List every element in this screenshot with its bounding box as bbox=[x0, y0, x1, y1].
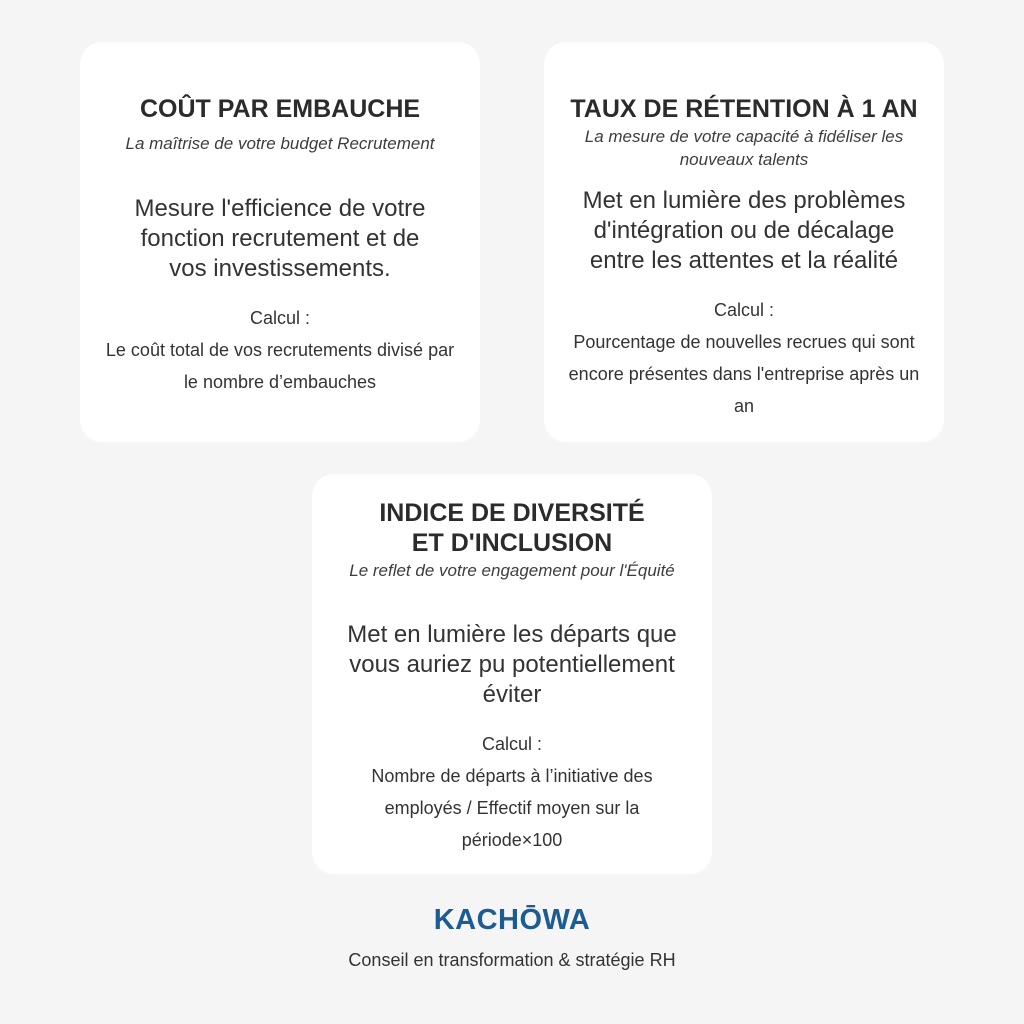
calc-label: Calcul : bbox=[249, 308, 311, 328]
card-title: INDICE DE DIVERSITÉ ET D'INCLUSION bbox=[379, 499, 645, 557]
card-description: Met en lumière des problèmes d'intégration ou de décalage entre les attentes et la réalité bbox=[582, 187, 906, 274]
card-description: Met en lumière les départs que vous auriez pu potentiellement éviter bbox=[347, 621, 677, 708]
kpi-card-diversity-index bbox=[312, 474, 712, 874]
card-subtitle: La mesure de votre capacité à fidéliser les nouveaux talents bbox=[584, 127, 904, 169]
calc-formula: Pourcentage de nouvelles recrues qui sont encore présentes dans l'entreprise après un an bbox=[568, 332, 920, 416]
calc-formula: Le coût total de vos recrutements divisé par le nombre d’embauches bbox=[105, 340, 455, 392]
card-title: TAUX DE RÉTENTION À 1 AN bbox=[570, 95, 918, 123]
brand-logo: KACHŌWA bbox=[433, 904, 591, 936]
card-description: Mesure l'efficience de votre fonction recrutement et de vos investissements. bbox=[134, 195, 426, 282]
kpi-card-retention-rate bbox=[544, 42, 944, 442]
card-subtitle: La maîtrise de votre budget Recrutement bbox=[125, 134, 435, 153]
brand-tagline: Conseil en transformation & stratégie RH bbox=[348, 950, 676, 970]
card-subtitle: Le reflet de votre engagement pour l'Équité bbox=[349, 561, 675, 580]
calc-label: Calcul : bbox=[713, 300, 775, 320]
calc-formula: Nombre de départs à l’initiative des employés / Effectif moyen sur la période×100 bbox=[371, 766, 653, 850]
kpi-card-cost-per-hire bbox=[80, 42, 480, 442]
calc-label: Calcul : bbox=[481, 734, 543, 754]
card-title: COÛT PAR EMBAUCHE bbox=[139, 95, 421, 123]
